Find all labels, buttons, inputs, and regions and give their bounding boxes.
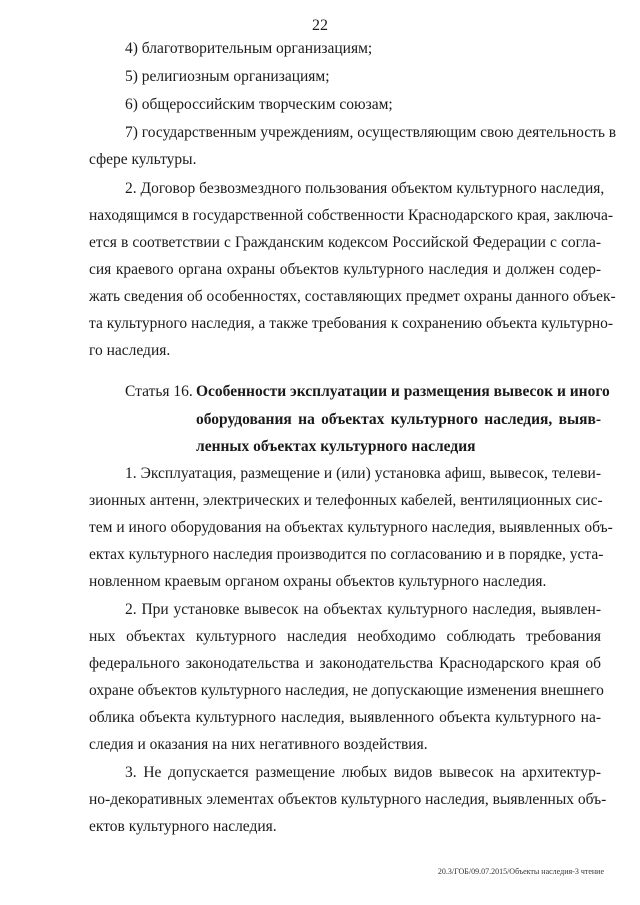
footer-reference: 20.3/ГОБ/09.07.2015/Объекты наследия-3 чтение [437,867,604,876]
paragraph-line: охране объектов культурного наследия, не допускающие изменения внешнего [89,682,604,699]
article-title: Особенности эксплуатации и размещения вывесок и иного [196,383,610,400]
paragraph-line: ется в соответствии с Гражданским кодексом Российской Федерации с согла- [89,234,601,251]
paragraph-line: 2. Договор безвозмездного пользования объектом культурного наследия, [125,180,605,197]
paragraph-line: новленном краевым органом охраны объектов культурного наследия. [89,573,547,590]
paragraph-line: ных объектах культурного наследия необходимо соблюдать требования [89,628,601,645]
paragraph-line: го наследия. [89,342,171,359]
article-title: оборудования на объектах культурного наследия, выяв- [196,411,601,428]
paragraph-line: находящимся в государственной собственности Краснодарского края, заключа- [89,207,614,224]
paragraph-line: ектах культурного наследия производится по согласованию и в порядке, уста- [89,546,604,563]
article-title: ленных объектах культурного наследия [196,438,476,455]
paragraph-line: ектов культурного наследия. [89,818,277,835]
list-item: 5) религиозным организациям; [125,68,330,85]
paragraph-line: зионных антенн, электрических и телефонных кабелей, вентиляционных сис- [89,492,603,509]
paragraph-line: 2. При установке вывесок на объектах культурного наследия, выявлен- [125,601,601,618]
paragraph-line: та культурного наследия, а также требования к сохранению объекта культурно- [89,315,614,332]
paragraph-line: облика объекта культурного наследия, выявленного объекта культурного на- [89,709,601,726]
list-item: 6) общероссийским творческим союзам; [125,96,393,113]
list-item: сфере культуры. [89,151,197,168]
paragraph-line: жать сведения об особенностях, составляющих предмет охраны данного объек- [89,288,616,305]
page-number: 22 [312,17,328,34]
paragraph-line: следия и оказания на них негативного воздействия. [89,736,428,753]
article-label: Статья 16. [125,383,193,400]
paragraph-line: сия краевого органа охраны объектов культурного наследия и должен содер- [89,261,601,278]
list-item: 7) государственным учреждениям, осуществляющим свою деятельность в [125,124,617,141]
paragraph-line: федерального законодательства и законодательства Краснодарского края об [89,655,601,672]
paragraph-line: тем и иного оборудования на объектах культурного наследия, выявленных объ- [89,519,613,536]
paragraph-line: но-декоративных элементах объектов культурного наследия, выявленных объ- [89,791,607,808]
paragraph-line: 1. Эксплуатация, размещение и (или) установка афиш, вывесок, телеви- [125,465,601,482]
list-item: 4) благотворительным организациям; [125,40,373,57]
paragraph-line: 3. Не допускается размещение любых видов вывесок на архитектур- [125,764,601,781]
